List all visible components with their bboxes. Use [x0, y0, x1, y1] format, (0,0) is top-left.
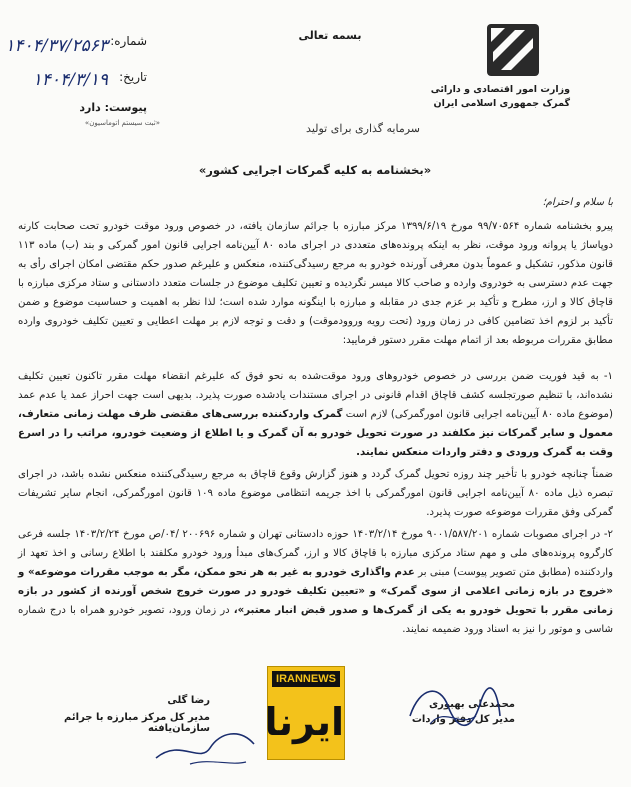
- paragraph-4-text: ۲- در اجرای مصوبات شماره ۹۰۰۱/۵۸۷/۲۰۱ مورخ ۱۴۰۳/۲/۱۴ حوزه دادستانی تهران و شماره ۲۰۰۶۹۶ /۰۴/ص مورخ ۱۴۰۳/۲/۲۴ جلسه فرعی کارگروه پرونده‌های ملی و مهم ستاد مرکزی مبارزه با قاچاق کالا و ارز، گمرک‌های مبدأ ورود خودرو مکلفند با اطلاع رسانی و اخذ تعهد از واردکننده (مطابق متن تصویر پیوست) مبنی بر: [18, 529, 613, 578]
- customs-logo-icon: [485, 22, 541, 78]
- number-label: شماره:: [110, 34, 147, 48]
- paragraph-4-bold: عدم واگذاری خودرو به غیر به هر نحو ممکن، مگر به موجب مقررات موضوعه» و «خروج در بازه زمانی اعلامی از سوی گمرک» و «تعیین تکلیف خودرو در صورت خروج شخص آورنده از کشور در بازه زمانی مقرر با تحویل خودرو به یکی از گمرک‌ها و صدور قبض انبار معتبر»،: [18, 567, 613, 616]
- invocation-heading: بسمه تعالی: [298, 29, 362, 42]
- date-label: تاریخ:: [119, 70, 147, 84]
- watermark-top-text: IRANNEWS: [272, 671, 340, 687]
- paragraph-2-bold: گمرک واردکننده بررسی‌های مقتضی ظرف مهلت زمانی متعارف، معمول و سایر گمرکات نیز مکلفند در صورت تحویل خودرو به آن گمرک و یا اطلاع از وضعیت خودرو، مراتب را در اسرع وقت به گمرک ورودی و دفتر واردات منعکس نمایند.: [18, 409, 613, 458]
- date-value: ۱۴۰۴/۳/۱۹: [32, 70, 108, 90]
- watermark-main-text: ایرنا: [264, 700, 344, 744]
- signature-left-scribble-icon: [150, 718, 260, 773]
- greeting: با سلام و احترام؛: [542, 197, 613, 208]
- system-note: «ثبت سیستم اتوماسیون»: [84, 119, 160, 127]
- paragraph-4-tail: در زمان ورود، تصویر خودرو همراه با درج شماره شاسی و موتور را نیز به اسناد ورود ضمیمه نمایند.: [18, 605, 613, 635]
- slogan: سرمایه گذاری برای تولید: [306, 122, 420, 135]
- signature-left-name: رضا گلی: [167, 695, 210, 706]
- paragraph-2-text: ۱- به قید فوریت ضمن بررسی در خصوص خودروهای ورود موقت‌شده به نحو فوق که علیرغم انقضاء مهلت مقرر تاکنون تعیین تکلیف نشده‌اند، با تنظیم صورتجلسه کشف قاچاق اقدام قانونی در اجرای مستندات یادشده صورت پذیرد. بدیهی است جهت احراز عمد یا عدم عمد (موضوع ماده ۸۰ آیین‌نامه اجرایی قانون امورگمرکی) لازم است: [18, 371, 613, 420]
- paragraph-4: [18, 525, 613, 639]
- ministry-line-2: گمرک جمهوری اسلامی ایران: [433, 98, 570, 109]
- paragraph-2: [18, 367, 613, 462]
- attachment-label: پیوست: دارد: [79, 101, 147, 114]
- irna-watermark-badge: [264, 666, 345, 760]
- paragraph-3: ضمناً چنانچه خودرو با تأخیر چند روزه تحویل گمرک گردد و هنوز گزارش وقوع قاچاق به مرجع رسیدگی‌کننده منعکس نشده باشد، در اجرای تبصره ذیل ماده ۸۰ آیین‌نامه اجرایی قانون امورگمرکی با اخذ جریمه انتظامی موضوع ماده ۱۰۹ قانون امورگمرکی، انجام سایر تشریفات گمرکی وفق مقررات موضوعه صورت پذیرد.: [18, 469, 613, 518]
- circular-title: «بخشنامه به کلیه گمرکات اجرایی کشور»: [198, 163, 432, 177]
- signature-right-name: محمدعلی بهبوری: [428, 699, 515, 710]
- signature-left-title: مدیر کل مرکز مبارزه با جرائم سازمان‌یافته: [64, 712, 210, 734]
- number-value: ۱۴۰۴/۳۷/۲۵۶۳: [5, 36, 108, 56]
- ministry-line-1: وزارت امور اقتصادی و دارائی: [430, 84, 570, 95]
- signature-right-scribble-icon: [400, 676, 505, 744]
- paragraph-1: پیرو بخشنامه شماره ۹۹/۷۰۵۶۴ مورخ ۱۳۹۹/۶/۱۹ مرکز مبارزه با جرائم سازمان یافته، در خصوص ورود موقت خودرو تحت صحابت کارنه دوپاساژ یا پروانه ورود موقت، نظر به اینکه پرونده‌های متعددی در اجرای ماده ۸۰ آیین‌نامه اجرایی قانون امور گمرکی و بند (ب) ماده ۱۱۳ قانون مذکور، تشکیل و عموماً بدون معرفی آورنده خودرو به مرجع رسیدگی‌کننده، منعکس و علیرغم صدور حکم مقتضی امکان اجرای رأی به جهت عدم دسترسی به خودروی وارده و صاحب کالا میسر نگردیده و تعیین تکلیف موضوع در جلسات متعدد دادستانی و ستاد مرکزی مبارزه با قاچاق کالا و ارز، مطرح و تأکید بر عزم جدی در مقابله و مبارزه با اینگونه موارد شده است؛ لذا نظر به اهمیت و حساسیت موضوع و ضمن تأکید بر لزوم اخذ تضامین کافی در زمان ورود (تحت رویه وروودموقت) و دقت و توجه لازم بر مهلت اعطایی و تعیین تکلیف خودروی وارده مطابق مقررات مربوطه بعد از اتمام مهلت مقرر دستور فرمایید:: [18, 221, 613, 346]
- signature-right-title: مدیر کل دفتر واردات: [411, 714, 515, 725]
